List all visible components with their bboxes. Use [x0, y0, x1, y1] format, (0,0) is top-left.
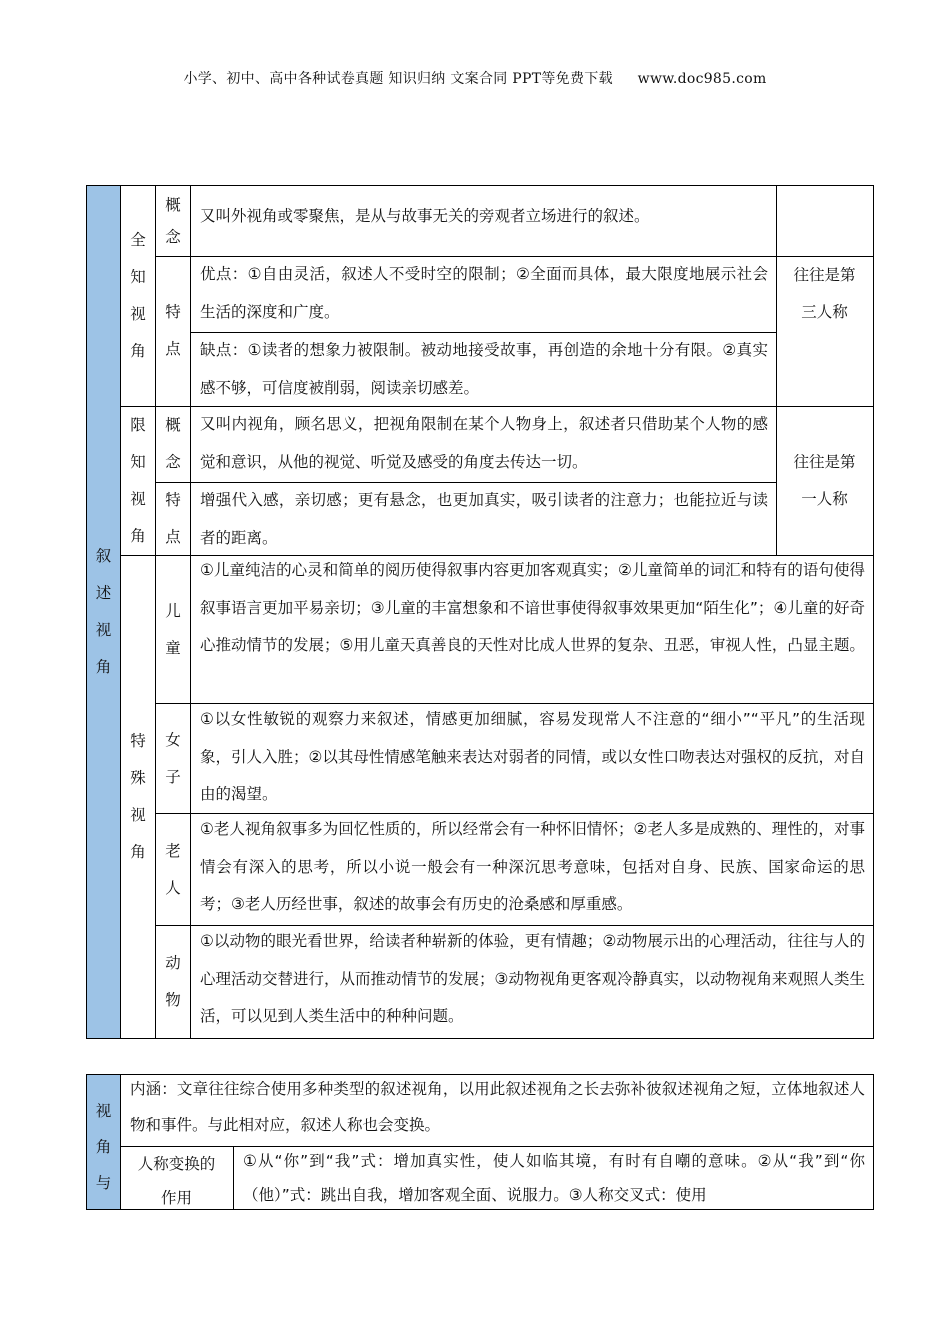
t1-border-right — [873, 185, 874, 1039]
t2-h1 — [120, 1146, 873, 1147]
limited-feature-label — [156, 482, 190, 556]
t2-border-left — [86, 1074, 87, 1210]
t1-border-bottom — [86, 1038, 874, 1039]
narrative-perspective-label — [87, 186, 120, 1038]
t2-border-right — [873, 1074, 874, 1210]
limited-feature-text: 增强代入感，亲切感；更有悬念，也更加真实，吸引读者的注意力；也能拉近与读者的距离。 — [200, 491, 768, 547]
t2-v2 — [233, 1146, 234, 1210]
special-label-text: 特殊视角 — [130, 732, 146, 861]
omniscient-advantage-text: 优点：①自由灵活，叙述人不受时空的限制；②全面而具体，最大限度地展示社会生活的深度和广度。 — [200, 265, 768, 321]
omniscient-concept-label-text: 概念 — [165, 196, 181, 246]
special-animal-text: ①以动物的眼光看世界，给读者种崭新的体验，更有情趣；②动物展示出的心理活动，往往与人的心理活动交替进行，从而推动情节的发展；③动物视角更客观冷静真实，以动物视角来观照人类生活，可以见到人类生活中的种种问题。 — [200, 932, 865, 1025]
special-child-text: ①儿童纯洁的心灵和简单的阅历使得叙事内容更加客观真实；②儿童简单的词汇和特有的语句使得叙事语言更加平易亲切；③儿童的丰富想象和不谙世事使得叙事效果更加“陌生化”；④儿童的好奇心推动情节的发展；⑤用儿童天真善良的天性对比成人世界的复杂、丑恶，审视人性，凸显主题。 — [200, 561, 865, 654]
t1-border-top — [86, 185, 874, 186]
t1-h-special — [120, 555, 873, 556]
t1-v2 — [155, 185, 156, 1039]
t2-border-top — [86, 1074, 874, 1075]
t1-h-elder — [155, 813, 873, 814]
t2-border-bottom — [86, 1209, 874, 1210]
t1-h-limited-feature — [155, 482, 776, 483]
omniscient-disadvantage-text: 缺点：①读者的想象力被限制。被动地接受故事，再创造的余地十分有限。②真实感不够，可信度被削弱，阅读亲切感差。 — [200, 341, 768, 397]
perspective-person-label: 视角与 — [87, 1075, 120, 1210]
omniscient-feature-label-text: 特点 — [165, 303, 181, 358]
t1-h-adv — [190, 332, 776, 333]
limited-concept-label — [156, 406, 190, 482]
omniscient-label-text: 全知视角 — [130, 231, 146, 360]
t1-v4 — [776, 185, 777, 556]
header-site: www.doc985.com — [637, 71, 767, 87]
special-elder-text: ①老人视角叙事多为回忆性质的，所以经常会有一种怀旧情怀；②老人多是成熟的、理性的，对事情会有深入的思考，所以小说一般会有一种深沉思考意味，包括对自身、民族、国家命运的思考；③老人历经世事，叙述的故事会有历史的沧桑感和厚重感。 — [200, 820, 865, 913]
limited-label — [120, 406, 156, 556]
omniscient-concept-text: 又叫外视角或零聚焦，是从与故事无关的旁观者立场进行的叙述。 — [200, 207, 650, 225]
t1-h-animal — [155, 925, 873, 926]
t1-h-female — [155, 703, 873, 704]
special-elder-label: 老人 — [165, 842, 181, 897]
person-change-label: 人称变换的作用 — [137, 1155, 216, 1207]
limited-label-text: 限知视角 — [130, 416, 146, 545]
omniscient-label — [120, 186, 156, 406]
limited-concept-text: 又叫内视角，顾名思义，把视角限制在某个人物身上，叙述者只借助某个人物的感觉和意识，从他的视觉、听觉及感受的角度去传达一切。 — [200, 415, 768, 471]
t1-h-limited — [120, 406, 873, 407]
header-text: 小学、初中、高中各种试卷真题 知识归纳 文案合同 PPT等免费下载 — [183, 71, 613, 87]
special-child-label: 儿童 — [165, 602, 181, 657]
special-female-label: 女子 — [165, 731, 181, 786]
t1-h-concept — [155, 256, 873, 257]
omniscient-person: 往往是第三人称 — [793, 266, 856, 321]
special-label — [120, 556, 156, 1038]
t1-border-left — [86, 185, 87, 1039]
page-header — [0, 68, 950, 88]
omniscient-concept-label — [156, 186, 190, 256]
omniscient-feature-label — [156, 256, 190, 406]
special-animal-label: 动物 — [165, 954, 181, 1009]
special-female-text: ①以女性敏锐的观察力来叙述，情感更加细腻，容易发现常人不注意的“细小”“平凡”的生活现象，引人入胜；②以其母性情感笔触来表达对弱者的同情，或以女性口吻表达对强权的反抗，对自由的渴望。 — [200, 710, 865, 803]
limited-feature-label-text: 特点 — [165, 491, 181, 546]
t2-v1 — [120, 1074, 121, 1210]
connotation-text: 内涵：文章往往综合使用多种类型的叙述视角，以用此叙述视角之长去弥补彼叙述视角之短，立体地叙述人物和事件。与此相对应，叙述人称也会变换。 — [130, 1080, 865, 1134]
person-change-text: ①从“你”到“我”式：增加真实性，使人如临其境，有时有自嘲的意味。②从“我”到“你（他）”式：跳出自我，增加客观全面、说服力。③人称交叉式：使用 — [243, 1152, 865, 1204]
t1-v3 — [190, 185, 191, 1039]
limited-person: 往往是第一人称 — [793, 453, 856, 508]
limited-concept-label-text: 概念 — [165, 416, 181, 471]
narrative-perspective-label-text: 叙述视角 — [95, 547, 112, 676]
t1-v1 — [120, 185, 121, 1039]
